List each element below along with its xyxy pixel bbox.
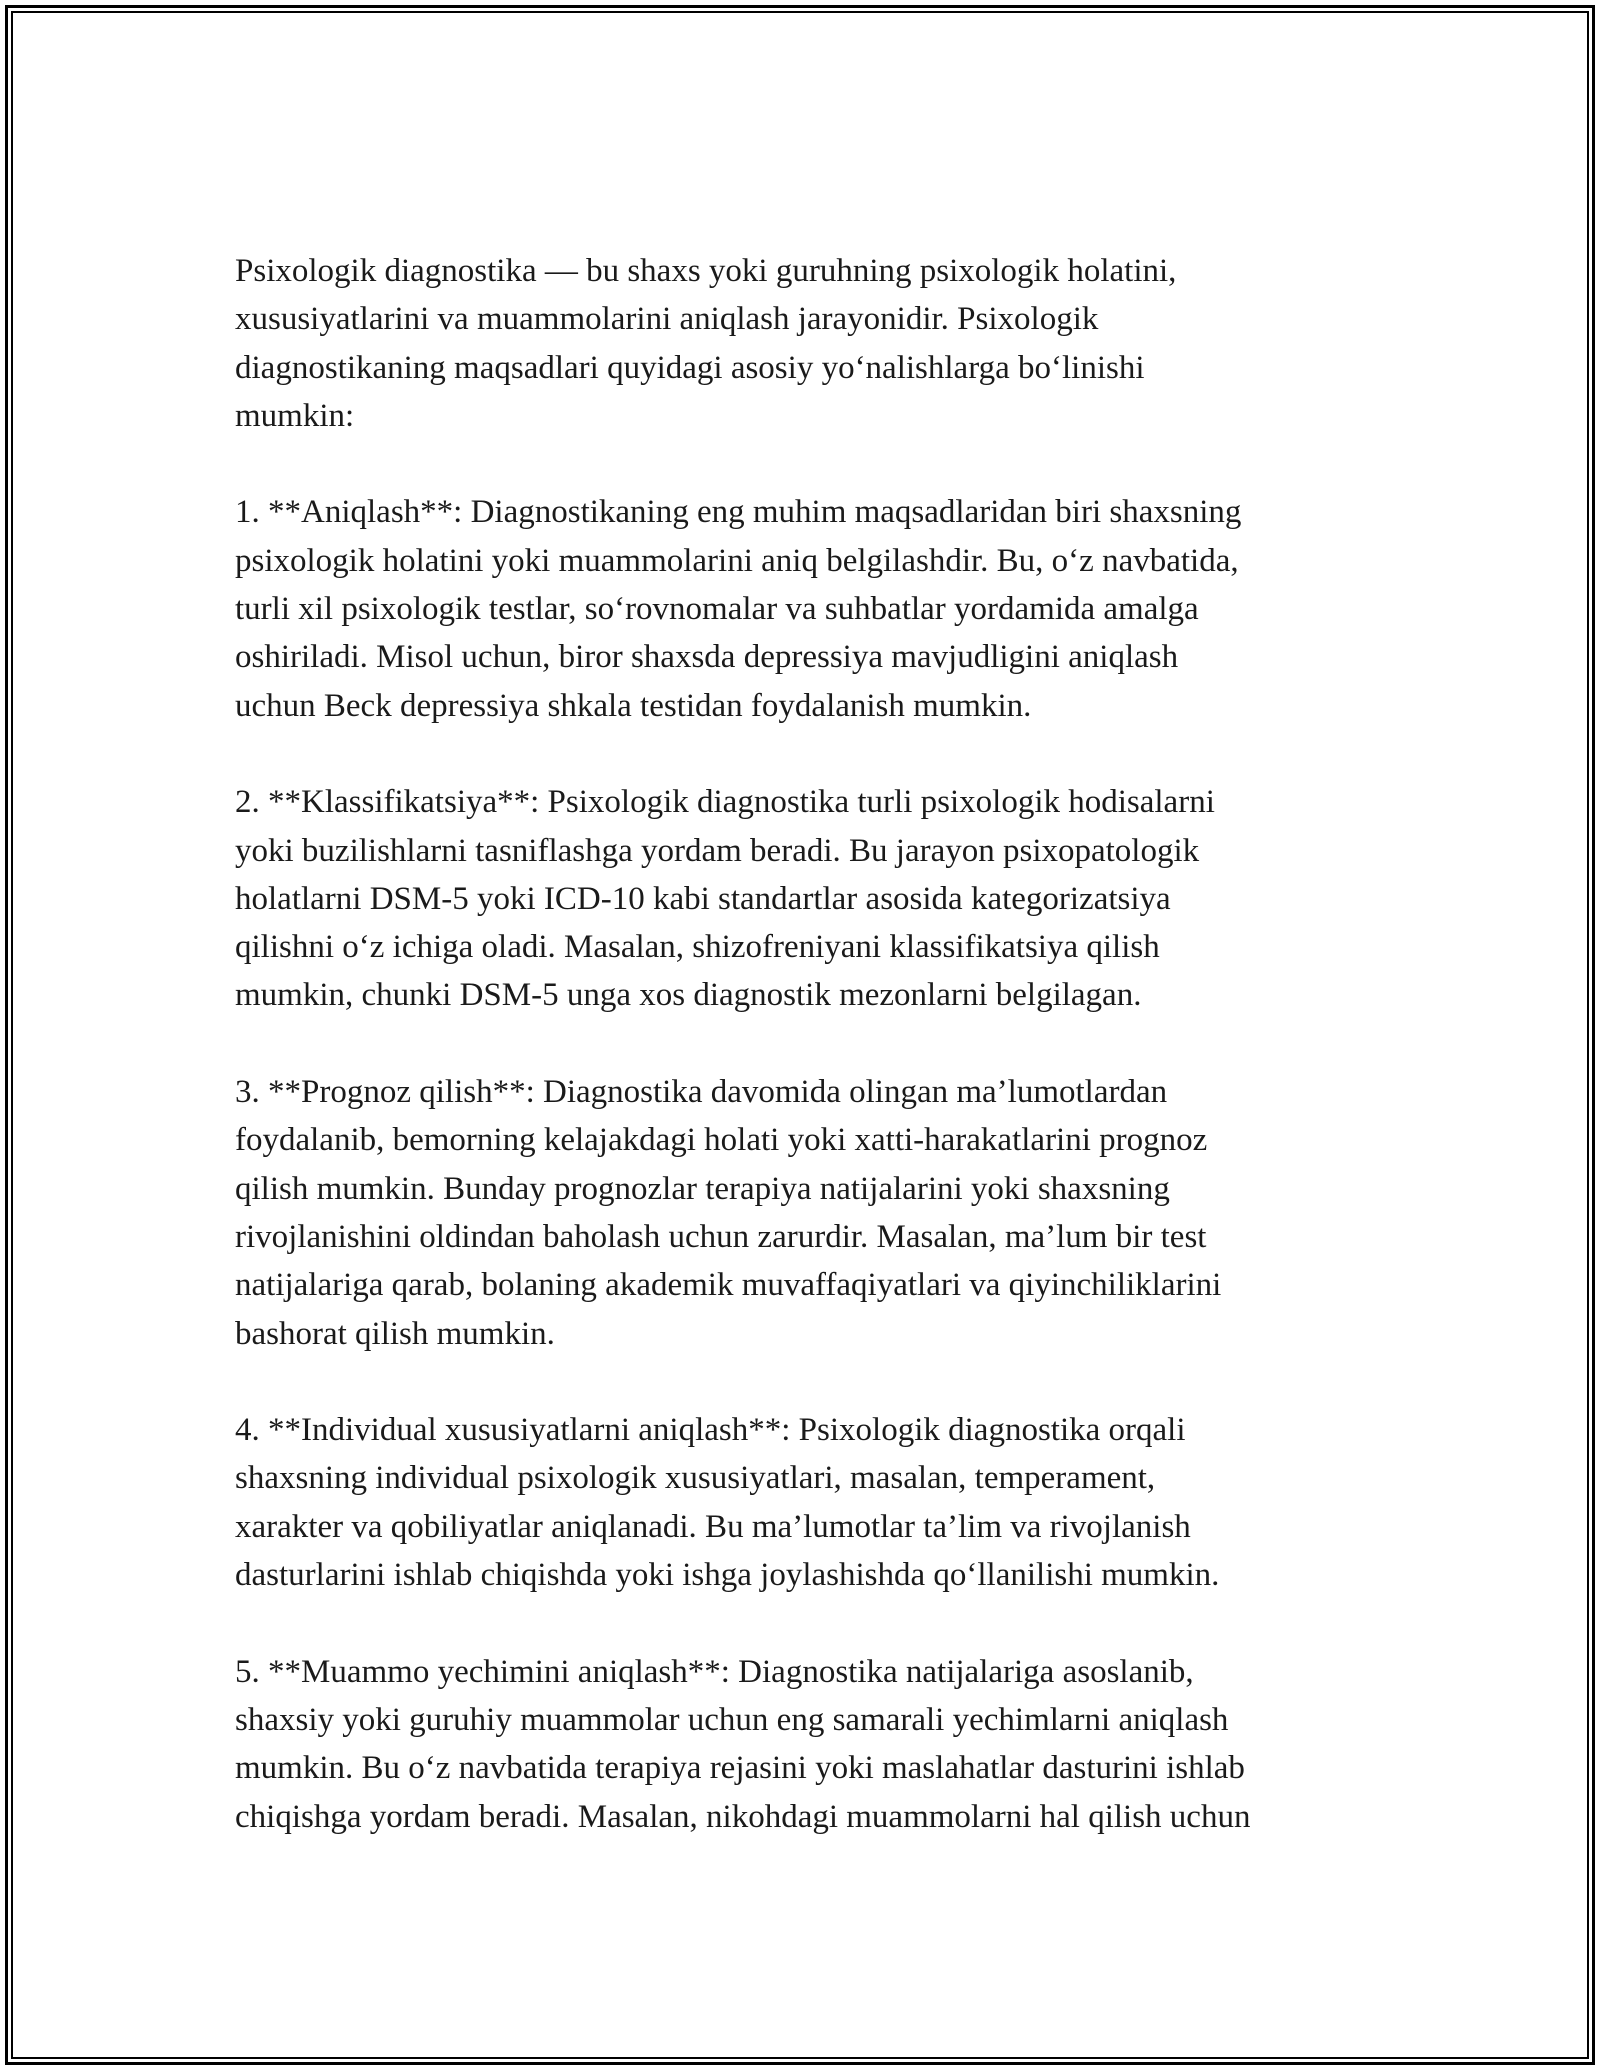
text-line: foydalanib, bemorning kelajakdagi holati yoki xatti-harakatlarini prognoz (235, 1122, 1208, 1159)
text-line: qilishni oʻz ichiga oladi. Masalan, shizofreniyani klassifikatsiya qilish (235, 929, 1160, 966)
text-line: holatlarni DSM-5 yoki ICD-10 kabi standartlar asosida kategorizatsiya (235, 880, 1171, 917)
text-line: rivojlanishini oldindan baholash uchun zarurdir. Masalan, ma’lum bir test (235, 1218, 1207, 1255)
list-item-muammo (235, 1648, 1395, 1841)
text-line: bashorat qilish mumkin. (235, 1315, 555, 1352)
text-line: 2. **Klassifikatsiya**: Psixologik diagnostika turli psixologik hodisalarni (235, 784, 1215, 821)
text-line: qilish mumkin. Bunday prognozlar terapiya natijalarini yoki shaxsning (235, 1170, 1170, 1207)
text-line: mumkin, chunki DSM-5 unga xos diagnostik mezonlarni belgilagan. (235, 977, 1142, 1014)
text-line: dasturlarini ishlab chiqishda yoki ishga joylashishda qoʻllanilishi mumkin. (235, 1557, 1220, 1594)
text-line: turli xil psixologik testlar, soʻrovnomalar va suhbatlar yordamida amalga (235, 591, 1199, 628)
text-line: 4. **Individual xususiyatlarni aniqlash**: Psixologik diagnostika orqali (235, 1412, 1186, 1449)
text-line: xarakter va qobiliyatlar aniqlanadi. Bu ma’lumotlar ta’lim va rivojlanish (235, 1508, 1191, 1545)
text-line: natijalariga qarab, bolaning akademik muvaffaqiyatlari va qiyinchiliklarini (235, 1267, 1222, 1304)
text-line: mumkin. Bu oʻz navbatida terapiya rejasini yoki maslahatlar dasturini ishlab (235, 1750, 1245, 1787)
text-line: 5. **Muammo yechimini aniqlash**: Diagnostika natijalariga asoslanib, (235, 1653, 1194, 1690)
text-line: yoki buzilishlarni tasniflashga yordam beradi. Bu jarayon psixopatologik (235, 832, 1200, 869)
text-line: chiqishga yordam beradi. Masalan, nikohdagi muammolarni hal qilish uchun (235, 1798, 1251, 1835)
text-line: Psixologik diagnostika — bu shaxs yoki guruhning psixologik holatini, (235, 253, 1177, 289)
text-line: xususiyatlarini va muammolarini aniqlash jarayonidir. Psixologik (235, 301, 1099, 338)
text-line: 3. **Prognoz qilish**: Diagnostika davomida olingan ma’lumotlardan (235, 1074, 1168, 1111)
text-line: oshiriladi. Misol uchun, biror shaxsda depressiya mavjudligini aniqlash (235, 639, 1179, 676)
text-line: uchun Beck depressiya shkala testidan foydalanish mumkin. (235, 687, 1032, 724)
text-line: shaxsiy yoki guruhiy muammolar uchun eng samarali yechimlarni aniqlash (235, 1701, 1229, 1738)
list-item-individual (235, 1406, 1395, 1599)
text-line: shaxsning individual psixologik xususiyatlari, masalan, temperament, (235, 1460, 1156, 1497)
list-item-klassifikatsiya (235, 778, 1395, 1019)
text-line: psixologik holatini yoki muammolarini aniq belgilashdir. Bu, oʻz navbatida, (235, 542, 1239, 579)
list-item-aniqlash (235, 488, 1395, 729)
text-line: 1. **Aniqlash**: Diagnostikaning eng muhim maqsadlaridan biri shaxsning (235, 494, 1242, 531)
text-line: diagnostikaning maqsadlari quyidagi asosiy yoʻnalishlarga boʻlinishi (235, 349, 1145, 386)
intro-paragraph (235, 247, 1395, 440)
document-body (235, 247, 1395, 1889)
list-item-prognoz (235, 1068, 1395, 1358)
text-line: mumkin: (235, 397, 355, 434)
